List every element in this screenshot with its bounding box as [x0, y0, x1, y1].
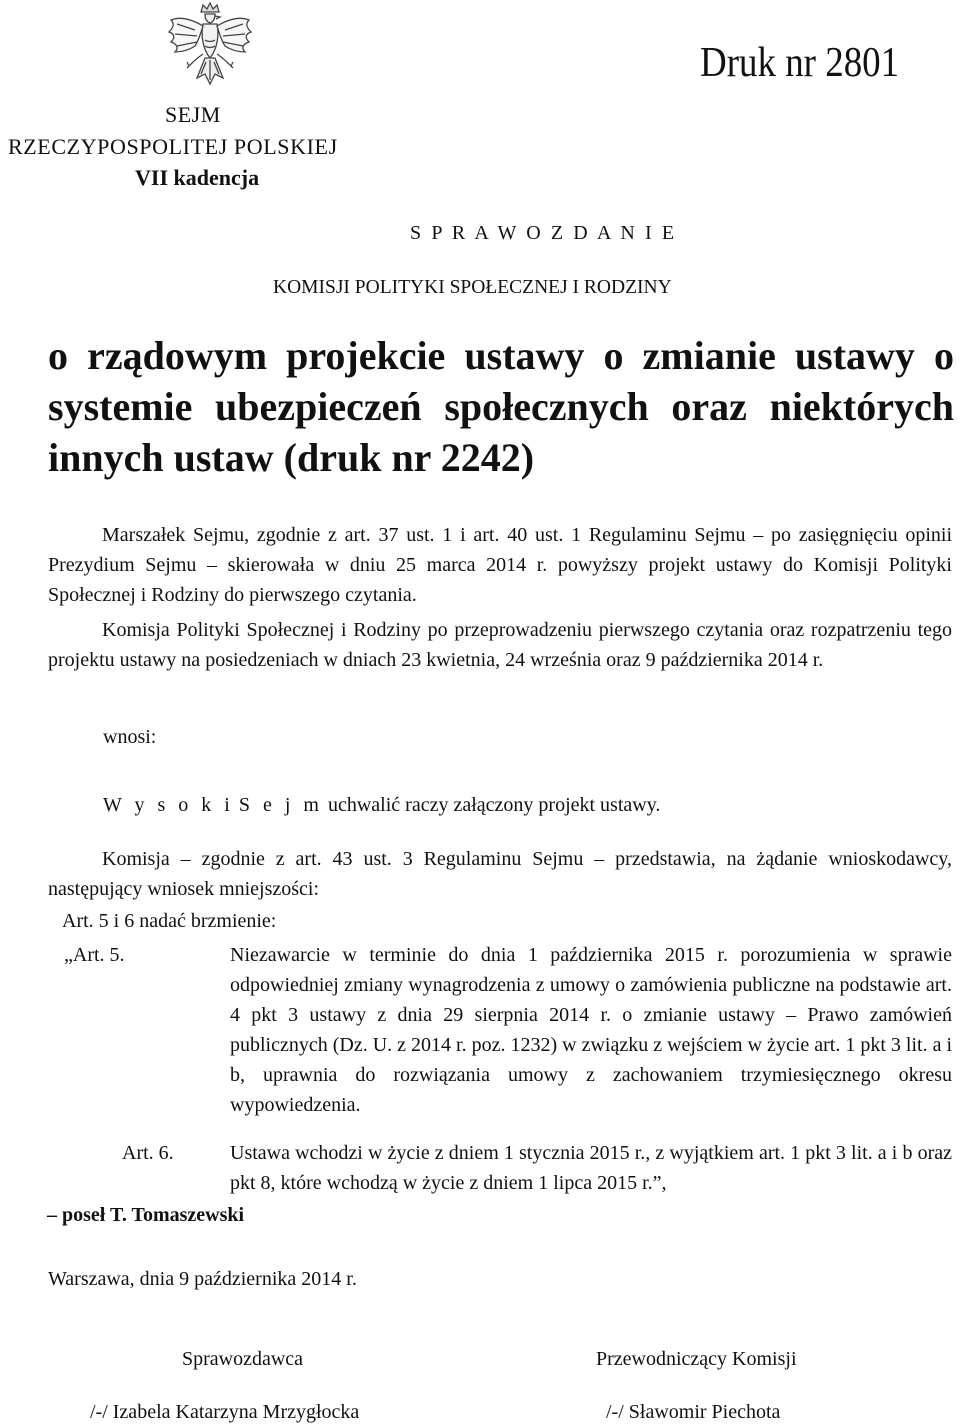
polish-eagle-emblem-icon [165, 2, 255, 94]
motion-text [103, 790, 660, 820]
uchwalic-text: uchwalić raczy załączony projekt ustawy. [327, 794, 661, 816]
article-5-text: Niezawarcie w terminie do dnia 1 października 2015 r. porozumienia w sprawie odpowiedniej zmiany wynagrodzenia z umowy o zamówienia publiczne na podstawie art. 4 pkt 3 ustawy z dnia 29 sierpnia 2014 r. o zmianie ustawy – Prawo zamówień publicznych (Dz. U. z 2014 r. poz. 1232) w związku z wejściem w życie art. 1 pkt 3 lit. a i b, uprawnia do rozwiązania umowy z zachowaniem trzymiesięcznego okresu wypowiedzenia. [230, 944, 953, 1116]
report-heading: S P R A W O Z D A N I E [410, 222, 677, 244]
reporter-label: Sprawozdawca [182, 1348, 304, 1370]
article-5-label: „Art. 5. [64, 944, 125, 966]
committee-name: KOMISJI POLITYKI SPOŁECZNEJ I RODZINY [273, 277, 672, 298]
paragraph-minority-motion: Komisja – zgodnie z art. 43 ust. 3 Regulaminu Sejmu – przedstawia, na żądanie wnioskodawcy, następujący wniosek mniejszości: [48, 848, 952, 900]
minority-author: – poseł T. Tomaszewski [47, 1204, 245, 1226]
report-title: o rządowym projekcie ustawy o zmianie ustawy o systemie ubezpieczeń społecznych oraz niektórych innych ustaw (druk nr 2242) [48, 333, 954, 480]
term-label: VII kadencja [135, 165, 260, 190]
amendment-intro: Art. 5 i 6 nadać brzmienie: [62, 910, 277, 932]
motion-label: wnosi: [103, 726, 157, 748]
paragraph-referral: Marszałek Sejmu, zgodnie z art. 37 ust. 1 i art. 40 ust. 1 Regulaminu Sejmu – po zasięgnięciu opinii Prezydium Sejmu – skierowała w dniu 25 marca 2014 r. powyższy projekt ustawy do Komisji Polityki Społecznej i Rodziny do pierwszego czytania. [48, 524, 952, 606]
wysoki-word: W y s o k i [103, 794, 234, 816]
paragraph-committee-review: Komisja Polityki Społecznej i Rodziny po przeprowadzeniu pierwszego czytania oraz rozpatrzeniu tego projektu ustawy na posiedzeniach w dniach 23 kwietnia, 24 września oraz 9 października 2014 r. [48, 619, 952, 671]
chair-label: Przewodniczący Komisji [596, 1348, 797, 1370]
article-6-label: Art. 6. [122, 1142, 174, 1164]
chair-signature: /-/ Sławomir Piechota [606, 1401, 781, 1423]
document-date: Warszawa, dnia 9 października 2014 r. [48, 1268, 357, 1290]
republic-label: RZECZYPOSPOLITEJ POLSKIEJ [8, 134, 338, 159]
document-number: Druk nr 2801 [700, 40, 900, 86]
sejm-label: SEJM [165, 102, 221, 127]
sejm-word: S e j m [238, 794, 323, 816]
reporter-signature: /-/ Izabela Katarzyna Mrzygłocka [90, 1401, 360, 1423]
article-6-text: Ustawa wchodzi w życie z dniem 1 stycznia 2015 r., z wyjątkiem art. 1 pkt 3 lit. a i b oraz pkt 8, które wchodzą w życie z dniem 1 lipca 2015 r.”, [230, 1142, 952, 1194]
